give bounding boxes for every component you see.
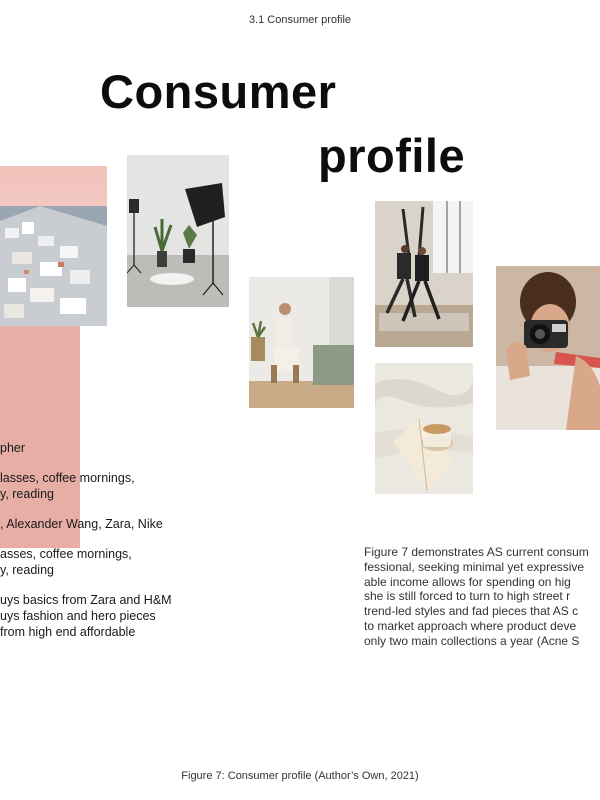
body-paragraph: [364, 545, 600, 649]
profile-line: asses, coffee mornings,: [0, 547, 132, 561]
paragraph-line: fessional, seeking minimal yet expressive: [364, 559, 585, 574]
paragraph-line: to market approach where product deve: [364, 618, 577, 633]
photo-bed-coffee: [375, 363, 473, 494]
profile-line: uys fashion and hero pieces: [0, 609, 156, 623]
figure-caption: Figure 7: Consumer profile (Author’s Own, 2021): [181, 770, 419, 782]
profile-line: y, reading: [0, 487, 54, 501]
page-title-line1: Consumer: [100, 65, 337, 118]
photo-studio: [127, 155, 229, 307]
paragraph-line: trend-led styles and fad pieces that AS c: [364, 604, 579, 619]
profile-line: lasses, coffee mornings,: [0, 471, 135, 485]
profile-line: y, reading: [0, 563, 54, 577]
page-title-line2: profile: [318, 129, 466, 182]
paragraph-line: only two main collections a year (Acne S: [364, 633, 580, 648]
section-header: 3.1 Consumer profile: [248, 14, 352, 26]
photo-yoga: [375, 201, 473, 347]
consumer-profile-details: [0, 440, 170, 640]
paragraph-line: she is still forced to turn to high street r: [364, 589, 571, 604]
profile-line: uys basics from Zara and H&M: [0, 593, 172, 607]
photo-santorini: [0, 166, 107, 326]
profile-line: pher: [0, 441, 26, 455]
photo-camera-woman: [496, 266, 600, 430]
photo-woman-coffee: [249, 277, 354, 408]
profile-line: , Alexander Wang, Zara, Nike: [0, 517, 163, 531]
paragraph-line: Figure 7 demonstrates AS current consum: [364, 545, 589, 559]
profile-line: from high end affordable: [0, 625, 136, 639]
paragraph-line: able income allows for spending on hig: [364, 574, 571, 589]
